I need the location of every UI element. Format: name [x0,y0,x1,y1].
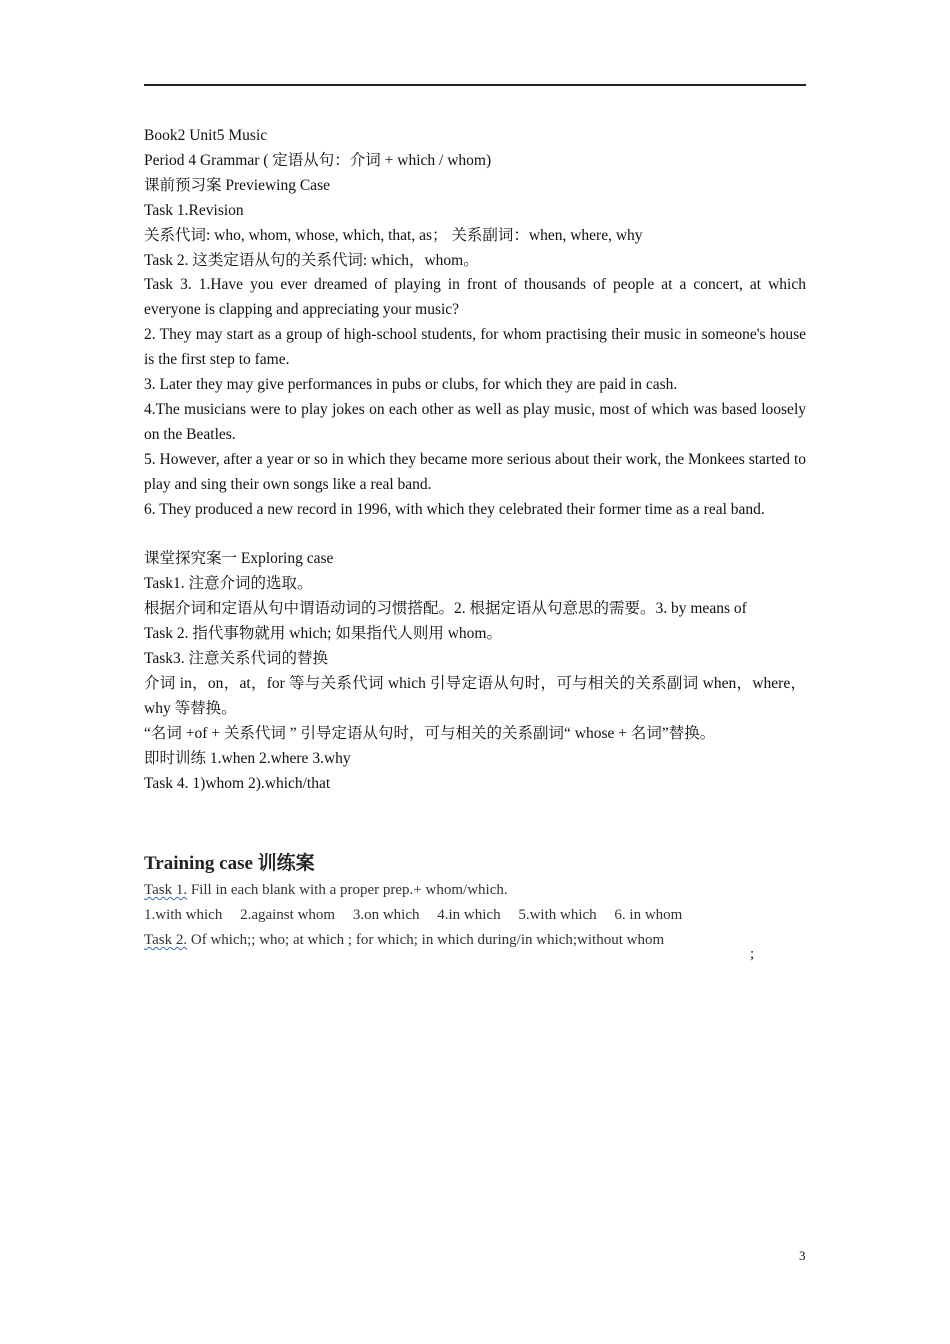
explore-task3-text: 介词 in，on，at，for 等与关系代词 which 引导定语从句时，可与相关的关系副词 when，where，why 等替换。 [144,674,806,717]
preview-task3-sentence-6: 6. They produced a new record in 1996, with which they celebrated their former time as a real band. [144,500,765,518]
page-number: 3 [799,1248,806,1263]
explore-task2: Task 2. 指代事物就用 which; 如果指代人则用 whom。 [144,625,502,643]
preview-task3-sentence-3: 3. Later they may give performances in pubs or clubs, for which they are paid in cash. [144,376,678,394]
drill-answers: 即时训练 1.when 2.where 3.why [144,749,351,767]
answer-item: 3.on which [352,907,420,923]
training-task2-text: Of which;; who; at which ; for which; in which during/in which;without whom [187,932,665,948]
explore-task3: Task3. 注意关系代词的替换 [144,650,329,668]
explore-task1-text: 根据介词和定语从句中谓语动词的习惯搭配。2. 根据定语从句意思的需要。3. by means of [144,600,747,618]
answer-item: 2.against whom [240,907,336,923]
answer-item: 4.in which [437,907,501,923]
training-task2 [144,928,806,953]
trailing-semicolon: ; [750,946,755,962]
training-heading: Training case 训练案 [144,853,315,874]
preview-task2: Task 2. 这类定语从句的关系代词: which，whom。 [144,251,479,269]
training-task1-answers [144,903,806,928]
preview-task3-sentence-5: 5. However, after a year or so in which they became more serious about their work, the Monkees started to play and sing their own songs like a real band. [144,450,806,493]
book-title: Book2 Unit5 Music [144,127,268,144]
document-body [144,124,806,796]
preview-task1: Task 1.Revision [144,201,244,219]
explore-task4: Task 4. 1)whom 2).which/that [144,774,331,792]
blank-line [144,523,806,548]
explore-heading: 课堂探究案一 Exploring case [144,550,334,568]
preview-task1-text: 关系代词: who, whom, whose, which, that, as； 关系副词：when, where, why [144,226,643,244]
answer-item: 1.with which [144,907,223,923]
explore-task1: Task1. 注意介词的选取。 [144,575,313,593]
training-task2-label: Task 2. [144,932,188,948]
training-task1 [144,878,806,903]
training-task1-label: Task 1. [144,882,188,898]
training-task1-text: Fill in each blank with a proper prep.+ whom/which. [187,882,508,898]
answer-item: 6. in whom [614,907,683,923]
explore-task3-text2: “名词 +of + 关系代词 ” 引导定语从句时，可与相关的关系副词“ whose + 名词”替换。 [144,724,716,742]
training-section [144,850,806,953]
preview-heading: 课前预习案 Previewing Case [144,176,330,194]
period-title: Period 4 Grammar ( 定语从句：介词 + which / whom) [144,151,492,169]
preview-task3-sentence-2: 2. They may start as a group of high-school students, for whom practising their music in someone's house is the first step to fame. [144,326,806,369]
header-rule [144,84,806,86]
preview-task3-sentence-1: Task 3. 1.Have you ever dreamed of playing in front of thousands of people at a concert, at which everyone is clapping and appreciating your music? [144,276,806,319]
answer-item: 5.with which [518,907,597,923]
preview-task3-sentence-4: 4.The musicians were to play jokes on each other as well as play music, most of which was based loosely on the Beatles. [144,400,806,443]
